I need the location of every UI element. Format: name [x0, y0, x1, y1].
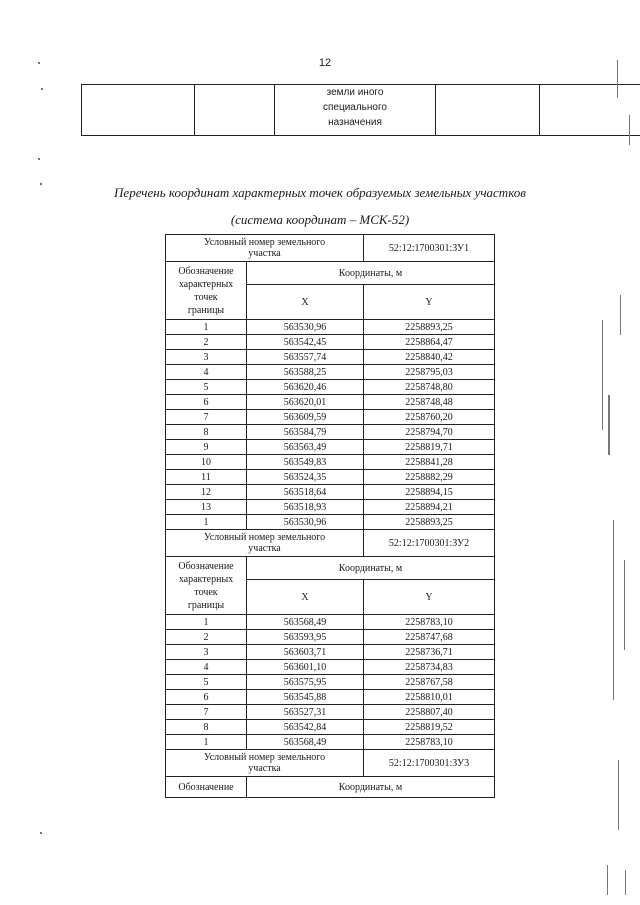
x-coordinate: 563588,25 — [247, 365, 364, 380]
y-coordinate: 2258748,80 — [364, 380, 495, 395]
parcel-id: 52:12:1700301:ЗУ2 — [364, 530, 495, 557]
point-number: 5 — [166, 380, 247, 395]
x-coordinate: 563568,49 — [247, 615, 364, 630]
point-number: 12 — [166, 485, 247, 500]
cell-text-line: земли иного — [326, 87, 384, 98]
header-row — [166, 262, 495, 285]
x-coordinate: 563593,95 — [247, 630, 364, 645]
x-coordinate: 563568,49 — [247, 735, 364, 750]
table-row — [166, 645, 495, 660]
table-row — [166, 720, 495, 735]
header-row — [166, 557, 495, 580]
table-row — [166, 410, 495, 425]
table-row — [166, 500, 495, 515]
x-coordinate: 563524,35 — [247, 470, 364, 485]
y-header: Y — [364, 580, 495, 615]
parcel-label-cell — [166, 530, 364, 557]
point-number: 7 — [166, 705, 247, 720]
y-coordinate: 2258893,25 — [364, 515, 495, 530]
point-number: 8 — [166, 720, 247, 735]
parcel-id-row — [166, 530, 495, 557]
table-cell — [195, 85, 275, 136]
point-number: 2 — [166, 630, 247, 645]
points-label-line: Обозначение — [178, 560, 234, 572]
section-heading: Перечень координат характерных точек образуемых земельных участков — [114, 185, 526, 200]
point-number: 11 — [166, 470, 247, 485]
points-label-line: границы — [187, 599, 225, 611]
table-row — [166, 470, 495, 485]
page-number: 12 — [318, 57, 332, 69]
points-label-cell — [166, 557, 247, 615]
table-row — [166, 350, 495, 365]
table-row — [166, 515, 495, 530]
table-cell — [82, 85, 195, 136]
x-coordinate: 563620,01 — [247, 395, 364, 410]
parcel-label-cell — [166, 235, 364, 262]
parcel-id-row — [166, 750, 495, 777]
points-label-line: характерных — [178, 278, 234, 290]
point-number: 4 — [166, 660, 247, 675]
point-number: 8 — [166, 425, 247, 440]
y-coordinate: 2258893,25 — [364, 320, 495, 335]
y-coordinate: 2258864,47 — [364, 335, 495, 350]
point-number: 1 — [166, 615, 247, 630]
point-number: 4 — [166, 365, 247, 380]
table-row — [166, 380, 495, 395]
points-label-cell — [166, 262, 247, 320]
points-label-line: характерных — [178, 573, 234, 585]
point-number: 5 — [166, 675, 247, 690]
x-coordinate: 563557,74 — [247, 350, 364, 365]
coordinate-system-subheading: (система координат – МСК-52) — [230, 212, 410, 227]
parcel-label-line: Условный номер земельного — [203, 532, 326, 543]
parcel-label-cell — [166, 750, 364, 777]
parcel-label-line: участка — [248, 543, 281, 554]
points-label-line: Обозначение — [178, 265, 234, 277]
y-header: Y — [364, 285, 495, 320]
y-coordinate: 2258894,21 — [364, 500, 495, 515]
point-number: 3 — [166, 350, 247, 365]
y-coordinate: 2258767,58 — [364, 675, 495, 690]
y-coordinate: 2258810,01 — [364, 690, 495, 705]
table-row — [166, 615, 495, 630]
table-row — [166, 660, 495, 675]
cell-text-line: назначения — [328, 117, 382, 128]
point-number: 1 — [166, 320, 247, 335]
table-row — [166, 630, 495, 645]
x-coordinate: 563603,71 — [247, 645, 364, 660]
x-coordinate: 563601,10 — [247, 660, 364, 675]
x-coordinate: 563542,84 — [247, 720, 364, 735]
x-coordinate: 563575,95 — [247, 675, 364, 690]
x-coordinate: 563530,96 — [247, 320, 364, 335]
point-number: 13 — [166, 500, 247, 515]
table-row — [166, 690, 495, 705]
previous-page-table-continuation — [81, 84, 640, 136]
y-coordinate: 2258783,10 — [364, 615, 495, 630]
x-coordinate: 563563,49 — [247, 440, 364, 455]
x-coordinate: 563620,46 — [247, 380, 364, 395]
x-header: X — [247, 580, 364, 615]
parcel-id-row — [166, 235, 495, 262]
point-number: 3 — [166, 645, 247, 660]
y-coordinate: 2258747,68 — [364, 630, 495, 645]
points-label-line: точек — [194, 586, 218, 598]
x-coordinate: 563584,79 — [247, 425, 364, 440]
y-coordinate: 2258807,40 — [364, 705, 495, 720]
parcel-id: 52:12:1700301:ЗУ3 — [364, 750, 495, 777]
table-row — [166, 320, 495, 335]
x-coordinate: 563518,93 — [247, 500, 364, 515]
table-row — [166, 365, 495, 380]
coords-label-cell: Координаты, м — [247, 777, 495, 798]
coordinates-table — [165, 234, 495, 798]
points-label-line: границы — [187, 304, 225, 316]
table-row — [166, 705, 495, 720]
y-coordinate: 2258736,71 — [364, 645, 495, 660]
parcel-label-line: участка — [248, 248, 281, 259]
y-coordinate: 2258819,71 — [364, 440, 495, 455]
x-header: X — [247, 285, 364, 320]
x-coordinate: 563549,83 — [247, 455, 364, 470]
parcel-id: 52:12:1700301:ЗУ1 — [364, 235, 495, 262]
points-label-cell: Обозначение — [166, 777, 247, 798]
coords-label-cell: Координаты, м — [247, 557, 495, 580]
table-row — [166, 395, 495, 410]
point-number: 2 — [166, 335, 247, 350]
parcel-label-line: Условный номер земельного — [203, 237, 326, 248]
points-label-line: точек — [194, 291, 218, 303]
x-coordinate: 563545,88 — [247, 690, 364, 705]
parcel-label-line: участка — [248, 763, 281, 774]
header-row — [166, 777, 495, 798]
coords-label-cell: Координаты, м — [247, 262, 495, 285]
x-coordinate: 563542,45 — [247, 335, 364, 350]
x-coordinate: 563530,96 — [247, 515, 364, 530]
y-coordinate: 2258783,10 — [364, 735, 495, 750]
point-number: 9 — [166, 440, 247, 455]
y-coordinate: 2258794,70 — [364, 425, 495, 440]
table-row — [166, 440, 495, 455]
y-coordinate: 2258819,52 — [364, 720, 495, 735]
table-row — [166, 425, 495, 440]
y-coordinate: 2258748,48 — [364, 395, 495, 410]
point-number: 6 — [166, 690, 247, 705]
cell-text-line: специального — [323, 102, 387, 113]
land-category-cell — [275, 85, 436, 136]
y-coordinate: 2258841,28 — [364, 455, 495, 470]
point-number: 10 — [166, 455, 247, 470]
y-coordinate: 2258894,15 — [364, 485, 495, 500]
table-row — [166, 455, 495, 470]
x-coordinate: 563609,59 — [247, 410, 364, 425]
point-number: 7 — [166, 410, 247, 425]
point-number: 1 — [166, 735, 247, 750]
table-row — [166, 485, 495, 500]
point-number: 6 — [166, 395, 247, 410]
point-number: 1 — [166, 515, 247, 530]
table-cell — [436, 85, 540, 136]
table-row — [166, 335, 495, 350]
y-coordinate: 2258882,29 — [364, 470, 495, 485]
y-coordinate: 2258840,42 — [364, 350, 495, 365]
table-row — [166, 735, 495, 750]
x-coordinate: 563518,64 — [247, 485, 364, 500]
table-row — [166, 675, 495, 690]
scan-edge-marks — [580, 0, 640, 905]
y-coordinate: 2258795,03 — [364, 365, 495, 380]
table-row — [82, 85, 640, 136]
parcel-label-line: Условный номер земельного — [203, 752, 326, 763]
y-coordinate: 2258760,20 — [364, 410, 495, 425]
x-coordinate: 563527,31 — [247, 705, 364, 720]
y-coordinate: 2258734,83 — [364, 660, 495, 675]
